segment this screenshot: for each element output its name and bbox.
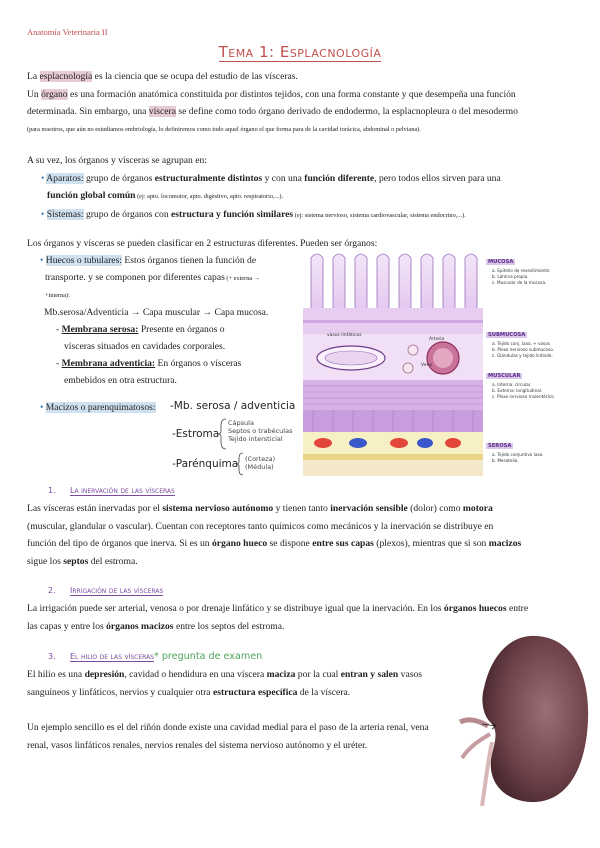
label-vena: Vena bbox=[421, 363, 433, 368]
brace-estroma-icon bbox=[218, 418, 228, 450]
estroma-items: Cápsula Septos o trabéculas Tejido intersticial bbox=[228, 419, 293, 443]
section-2-text: La irrigación puede ser arterial, venosa o por drenaje linfático y se distribuye igual que la inervación. En los órganos huecos entre las capas y entre los órganos macizos entre los septos del estroma. bbox=[27, 603, 529, 632]
parenquima-items: (Corteza) (Médula) bbox=[245, 455, 276, 471]
legend-muscular: MUSCULAR a. Interna: circular. b. Externa: longitudinal. c. Plexo nervioso mioentérico. bbox=[488, 373, 555, 399]
intro-paragraph: La esplacnología es la ciencia que se ocupa del estudio de las vísceras. Un órgano es una formación anatómica constituida por distintos tejidos, con una forma constante y que desempeña una función determinada. Sin embargo, una víscera se define como todo órgano derivado de endodermo, la esplacnopleura o del mesodermo (para nosotros, que aún no estudiamos embriología, lo definiremos como todo aquel órgano el que forma para de la cavidad torácica, abdominal o pelviana). bbox=[27, 71, 518, 133]
classification-lead: Los órganos y vísceras se pueden clasificar en 2 estructuras diferentes. Pueden ser órganos: bbox=[27, 238, 378, 249]
course-header: Anatomía Veterinaria II bbox=[27, 27, 108, 37]
section-1-heading: 1. La inervación de las vísceras bbox=[48, 486, 175, 495]
section-1-text: Las vísceras están inervadas por el sistema nervioso autónomo y tienen tanto inervación sensible (dolor) como motora (muscular, glandular o vascular). Cuentan con receptores tanto químicos como mecánicos y la inervación se distribuye en función del tipo de órganos que inerva. Si es un órgano hueco se dispone entre sus capas (plexos), mientras que si son macizos sigue los septos del estroma. bbox=[27, 503, 522, 567]
page-title: Tema 1: Esplacnología bbox=[218, 43, 382, 61]
legend-serosa: SEROSA a. Tejido conjuntivo laxo. b. Mesotelio. bbox=[488, 443, 544, 463]
section-3-text: El hilio es una depresión, cavidad o hendidura en una víscera maciza por la cual entran y salen vasos sanguíneos y linfáticos, nervios y cualquier otra estructura específica de la víscera. Un ejemplo sencillo es el del riñón donde existe una cavidad medial para el paso de la arteria renal, vena renal, vasos linfáticos renales, nervios renales del sistema nervioso autónomo y el uréter. bbox=[27, 669, 429, 751]
bullet-icon: • bbox=[41, 208, 45, 220]
label-arteria: Arteria bbox=[429, 337, 445, 342]
intestinal-wall-diagram bbox=[303, 248, 483, 476]
handwritten-estroma: -Estroma bbox=[172, 428, 220, 440]
solid-organs-label: • Macizos o parenquimatosos: bbox=[40, 402, 156, 413]
handwritten-parenquima: -Parénquima bbox=[172, 458, 239, 470]
brace-parenquima-icon bbox=[236, 452, 244, 476]
exam-note: * pregunta de examen bbox=[154, 651, 263, 662]
legend-submucosa: SUBMUCOSA a. Tejido conj. laxo, + vasos b. Plexo nervioso submucoso. c. Glándulas y tejido linfoide. bbox=[488, 332, 555, 358]
legend-mucosa: MUCOSA a. Epitelio de revestimiento b. Lámina propia. c. Muscular de la mucosa. bbox=[488, 259, 550, 285]
section-2-heading: 2. Irrigación de las vísceras bbox=[48, 586, 164, 595]
section-3-heading: 3. El hilio de las vísceras* pregunta de examen bbox=[48, 651, 263, 662]
handwritten-serosa: -Mb. serosa / adventicia bbox=[170, 400, 296, 412]
bullet-icon: • bbox=[41, 172, 45, 184]
groups-section: A su vez, los órganos y vísceras se agrupan en: • Aparatos: grupo de órganos estructuralmente distintos y con una función diferente, pero todos ellos sirven para una función global común (ej: apto. locomotor, apto. digestivo, apto. respiratorio,...). • Sistemas: grupo de órganos con estructura y función similares (ej: sistema nervioso, sistema cardiovascular, sistema endocrino,...). bbox=[27, 155, 501, 220]
kidney-illustration bbox=[458, 630, 593, 808]
label-vasos: vasos linfáticos bbox=[327, 333, 362, 338]
hollow-organs-text: • Huecos o tubulares: Estos órganos tienen la función de transporte. y se componen por diferentes capas (+ externa → +interna): Mb.serosa/Adventicia → Capa muscular → Capa mucosa. - Membrana serosa: Presente en órganos o vísceras situados en cavidades corporales. - Membrana adventicia: En órganos o vísceras embebidos en otra estructura. bbox=[40, 255, 269, 386]
